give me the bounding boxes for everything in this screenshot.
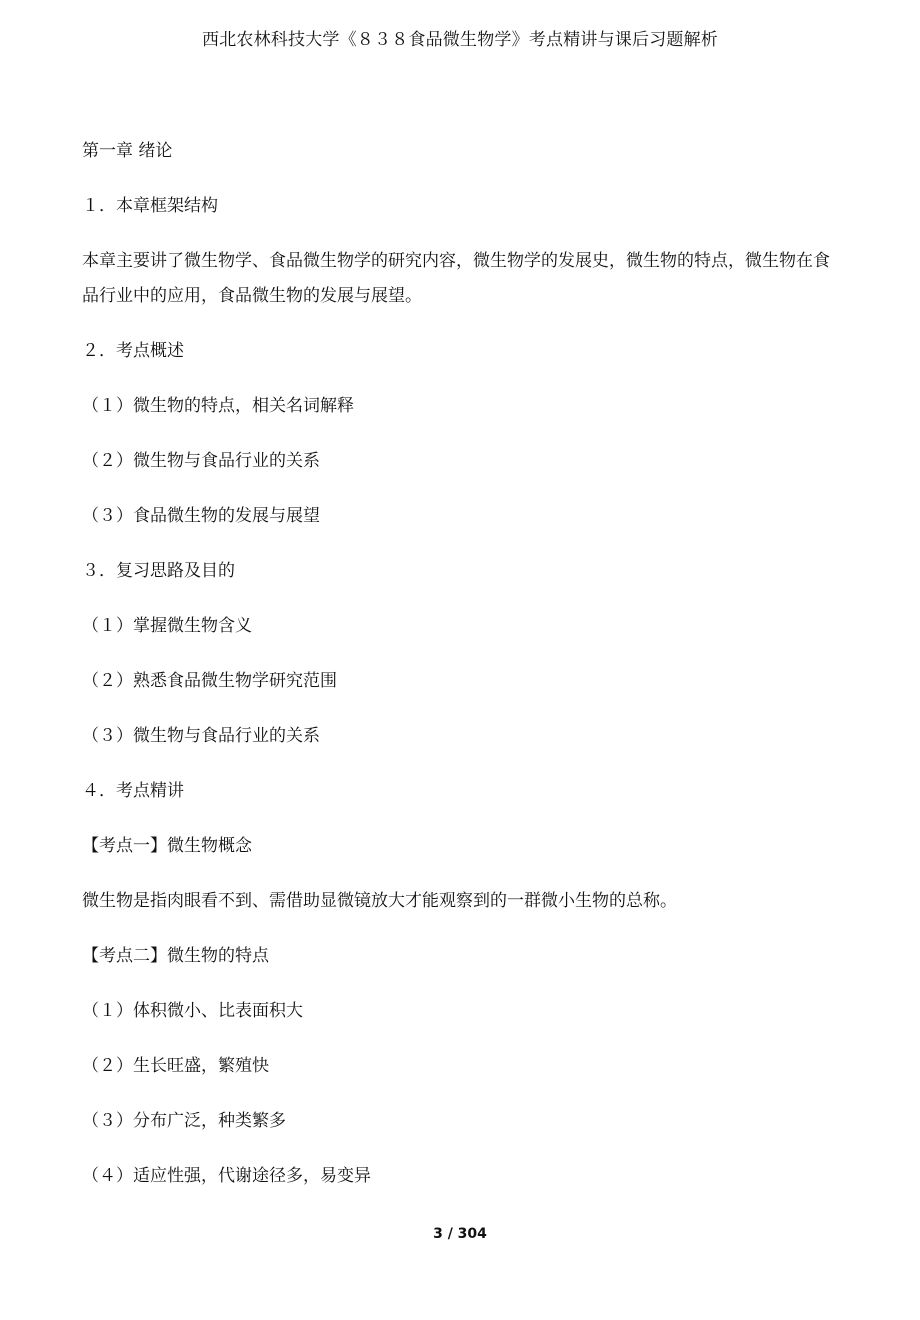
key-point-title: 【考点二】微生物的特点 (82, 946, 269, 966)
page-header: 西北农林科技大学《８３８食品微生物学》考点精讲与课后习题解析 (202, 30, 718, 50)
list-item: （３）分布广泛，种类繁多 (82, 1111, 286, 1131)
list-item: （２）熟悉食品微生物学研究范围 (82, 671, 337, 691)
page-number: 3 / 304 (433, 1226, 487, 1242)
list-item: （３）食品微生物的发展与展望 (82, 506, 320, 526)
section-heading: ３．复习思路及目的 (82, 561, 235, 581)
section-heading: １．本章框架结构 (82, 196, 218, 216)
section-paragraph: 本章主要讲了微生物学、食品微生物学的研究内容，微生物学的发展史，微生物的特点，微生物在食品行业中的应用，食品微生物的发展与展望。 (82, 251, 830, 306)
chapter-title: 第一章 绪论 (82, 141, 173, 161)
section-heading: ２．考点概述 (82, 341, 184, 361)
list-item: （２）微生物与食品行业的关系 (82, 451, 320, 471)
list-item: （１）掌握微生物含义 (82, 616, 252, 636)
document-body (82, 139, 842, 1219)
list-item: （３）微生物与食品行业的关系 (82, 726, 320, 746)
list-item: （１）微生物的特点，相关名词解释 (82, 396, 354, 416)
key-point-title: 【考点一】微生物概念 (82, 836, 252, 856)
list-item: （４）适应性强，代谢途径多，易变异 (82, 1166, 371, 1186)
section-heading: ４．考点精讲 (82, 781, 184, 801)
key-point-body: 微生物是指肉眼看不到、需借助显微镜放大才能观察到的一群微小生物的总称。 (82, 891, 677, 911)
list-item: （１）体积微小、比表面积大 (82, 1001, 303, 1021)
list-item: （２）生长旺盛，繁殖快 (82, 1056, 269, 1076)
